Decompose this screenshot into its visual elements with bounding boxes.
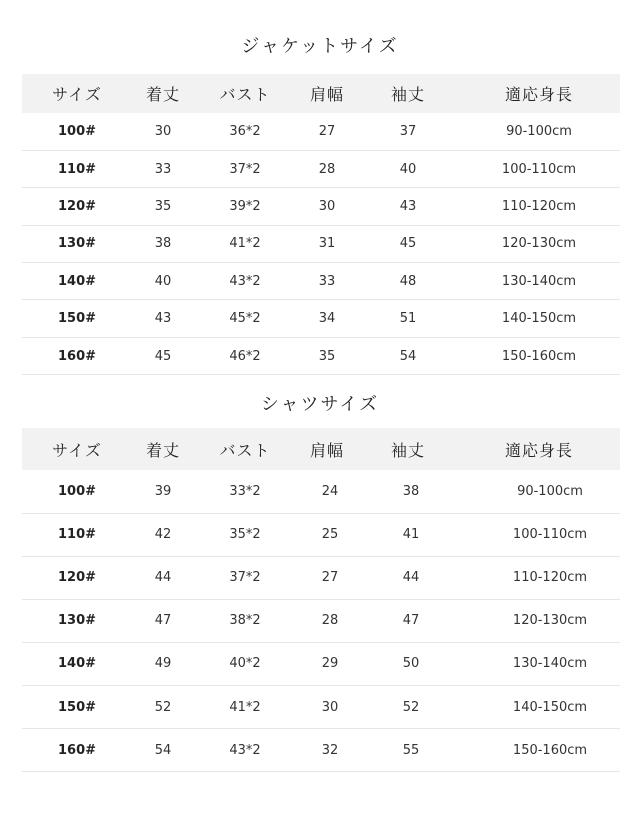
bust-cell: 39*2 — [194, 188, 296, 225]
height-cell: 100-110cm — [458, 513, 620, 556]
shoulder-cell: 28 — [296, 599, 358, 642]
length-cell: 42 — [132, 513, 194, 556]
table-row — [22, 642, 620, 685]
size-cell: 150# — [22, 685, 132, 728]
header-sleeve: 袖丈 — [358, 74, 458, 113]
header-length: 着丈 — [132, 74, 194, 113]
shoulder-cell: 35 — [296, 337, 358, 374]
height-cell: 110-120cm — [458, 556, 620, 599]
height-cell: 140-150cm — [458, 685, 620, 728]
size-cell: 130# — [22, 599, 132, 642]
height-cell: 110-120cm — [458, 188, 620, 225]
bust-cell: 36*2 — [194, 113, 296, 150]
sleeve-cell: 52 — [358, 685, 458, 728]
table-row — [22, 513, 620, 556]
sleeve-cell: 47 — [358, 599, 458, 642]
shoulder-cell: 30 — [296, 685, 358, 728]
table-row — [22, 337, 620, 374]
bust-cell: 37*2 — [194, 150, 296, 187]
length-cell: 38 — [132, 225, 194, 262]
height-cell: 120-130cm — [458, 225, 620, 262]
header-bust: バスト — [194, 428, 296, 470]
height-cell: 90-100cm — [458, 470, 620, 513]
size-cell: 140# — [22, 642, 132, 685]
shoulder-cell: 27 — [296, 556, 358, 599]
sleeve-cell: 51 — [358, 300, 458, 337]
shoulder-cell: 30 — [296, 188, 358, 225]
size-cell: 160# — [22, 729, 132, 772]
header-height: 適応身長 — [458, 74, 620, 113]
shoulder-cell: 27 — [296, 113, 358, 150]
sleeve-cell: 54 — [358, 337, 458, 374]
length-cell: 30 — [132, 113, 194, 150]
header-height: 適応身長 — [458, 428, 620, 470]
shoulder-cell: 25 — [296, 513, 358, 556]
sleeve-cell: 45 — [358, 225, 458, 262]
shoulder-cell: 24 — [296, 470, 358, 513]
bust-cell: 46*2 — [194, 337, 296, 374]
size-cell: 100# — [22, 470, 132, 513]
table-row — [22, 188, 620, 225]
shoulder-cell: 29 — [296, 642, 358, 685]
sleeve-cell: 44 — [358, 556, 458, 599]
shoulder-cell: 31 — [296, 225, 358, 262]
bust-cell: 43*2 — [194, 263, 296, 300]
length-cell: 44 — [132, 556, 194, 599]
table-row — [22, 685, 620, 728]
size-cell: 100# — [22, 113, 132, 150]
header-size: サイズ — [22, 428, 132, 470]
table-row — [22, 599, 620, 642]
length-cell: 52 — [132, 685, 194, 728]
header-length: 着丈 — [132, 428, 194, 470]
shoulder-cell: 28 — [296, 150, 358, 187]
size-cell: 120# — [22, 556, 132, 599]
sleeve-cell: 40 — [358, 150, 458, 187]
bust-cell: 41*2 — [194, 225, 296, 262]
header-bust: バスト — [194, 74, 296, 113]
sleeve-cell: 50 — [358, 642, 458, 685]
height-cell: 150-160cm — [458, 337, 620, 374]
bust-cell: 43*2 — [194, 729, 296, 772]
size-cell: 110# — [22, 150, 132, 187]
bust-cell: 41*2 — [194, 685, 296, 728]
bust-cell: 33*2 — [194, 470, 296, 513]
height-cell: 100-110cm — [458, 150, 620, 187]
shoulder-cell: 32 — [296, 729, 358, 772]
shirt-size-title: シャツサイズ — [260, 394, 380, 415]
height-cell: 130-140cm — [458, 263, 620, 300]
size-cell: 140# — [22, 263, 132, 300]
height-cell: 150-160cm — [458, 729, 620, 772]
table-header-row — [22, 74, 620, 113]
height-cell: 90-100cm — [458, 113, 620, 150]
size-cell: 130# — [22, 225, 132, 262]
table-row — [22, 470, 620, 513]
header-size: サイズ — [22, 74, 132, 113]
length-cell: 45 — [132, 337, 194, 374]
shoulder-cell: 34 — [296, 300, 358, 337]
header-shoulder: 肩幅 — [296, 74, 358, 113]
size-cell: 160# — [22, 337, 132, 374]
bust-cell: 35*2 — [194, 513, 296, 556]
length-cell: 47 — [132, 599, 194, 642]
length-cell: 40 — [132, 263, 194, 300]
table-header-row — [22, 428, 620, 470]
size-cell: 150# — [22, 300, 132, 337]
table-row — [22, 225, 620, 262]
table-row — [22, 729, 620, 772]
sleeve-cell: 37 — [358, 113, 458, 150]
shirt-size-table — [22, 428, 620, 772]
length-cell: 54 — [132, 729, 194, 772]
bust-cell: 40*2 — [194, 642, 296, 685]
bust-cell: 37*2 — [194, 556, 296, 599]
length-cell: 43 — [132, 300, 194, 337]
height-cell: 140-150cm — [458, 300, 620, 337]
length-cell: 33 — [132, 150, 194, 187]
table-row — [22, 263, 620, 300]
jacket-size-title: ジャケットサイズ — [241, 36, 399, 57]
size-cell: 120# — [22, 188, 132, 225]
header-shoulder: 肩幅 — [296, 428, 358, 470]
length-cell: 39 — [132, 470, 194, 513]
sleeve-cell: 38 — [358, 470, 458, 513]
bust-cell: 38*2 — [194, 599, 296, 642]
height-cell: 130-140cm — [458, 642, 620, 685]
shoulder-cell: 33 — [296, 263, 358, 300]
sleeve-cell: 41 — [358, 513, 458, 556]
sleeve-cell: 43 — [358, 188, 458, 225]
height-cell: 120-130cm — [458, 599, 620, 642]
table-row — [22, 150, 620, 187]
length-cell: 35 — [132, 188, 194, 225]
length-cell: 49 — [132, 642, 194, 685]
jacket-size-table — [22, 74, 620, 375]
table-row — [22, 113, 620, 150]
table-row — [22, 556, 620, 599]
header-sleeve: 袖丈 — [358, 428, 458, 470]
sleeve-cell: 48 — [358, 263, 458, 300]
table-row — [22, 300, 620, 337]
size-cell: 110# — [22, 513, 132, 556]
sleeve-cell: 55 — [358, 729, 458, 772]
bust-cell: 45*2 — [194, 300, 296, 337]
